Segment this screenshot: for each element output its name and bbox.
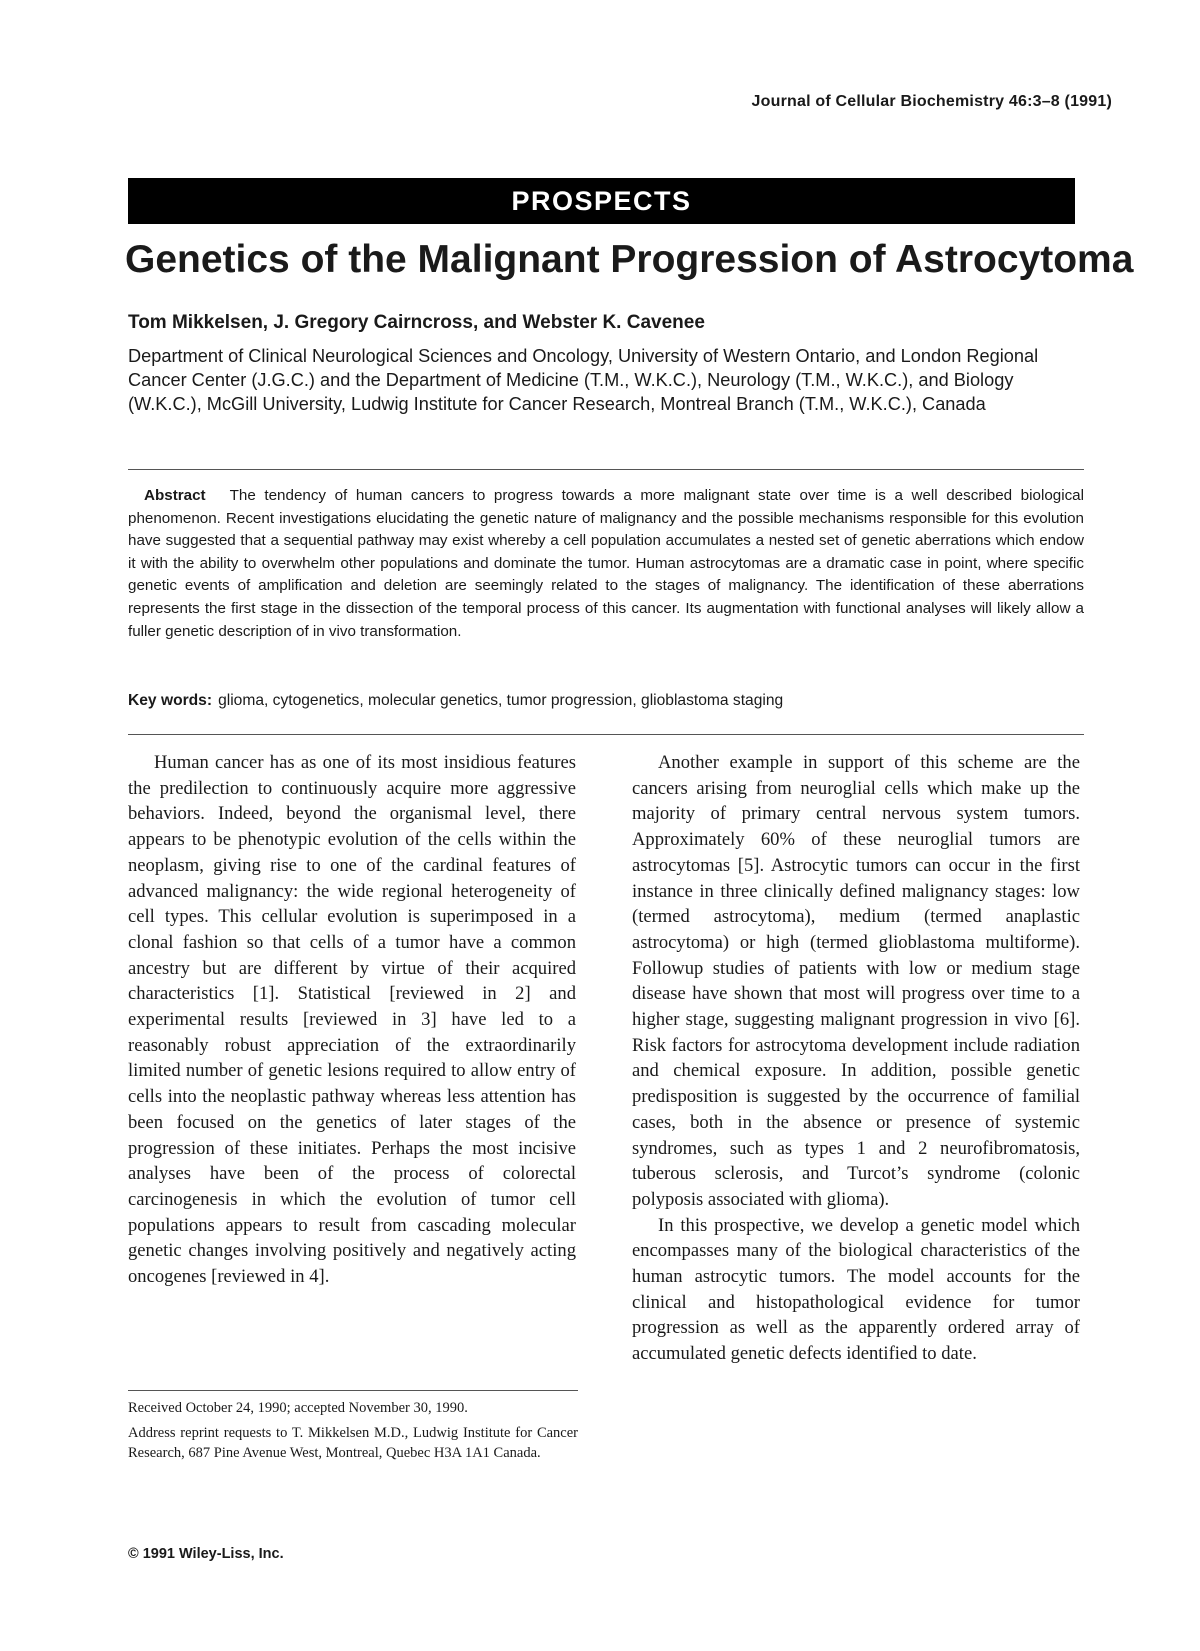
journal-citation-header: Journal of Cellular Biochemistry 46:3–8 (1991) [751,93,1112,110]
keywords-text: glioma, cytogenetics, molecular genetics, tumor progression, glioblastoma staging [218,692,784,709]
body-paragraph: In this prospective, we develop a genetic model which encompasses many of the biological characteristics of the human astrocytic tumors. The model accounts for the clinical and histopathological evidence for tumor progression as well as the apparently ordered array of accumulated genetic defects identified to date. [632,1214,1080,1365]
body-column-left [128,750,576,1290]
footnotes [128,1398,578,1468]
abstract-block [128,485,1084,643]
body-paragraph: Human cancer has as one of its most insidious features the predilection to continuously acquire more aggressive behaviors. Indeed, beyond the organismal level, there appears to be phenotypic evolution of the cells within the neoplasm, giving rise to one of the cardinal features of advanced malignancy: the wide regional heterogeneity of cell types. This cellular evolution is superimposed in a clonal fashion so that cells of a tumor have a common ancestry but are different by virtue of their acquired characteristics [1]. Statistical [reviewed in 2] and experimental results [reviewed in 3] have led to a reasonably robust appreciation of the extraordinarily limited number of genetic lesions required to allow entry of cells into the neoplastic pathway whereas less attention has been focused on the genetics of later stages of the progression of these initiates. Perhaps the most incisive analyses have been of the process of colorectal carcinogenesis in which the evolution of tumor cell populations appears to result from cascading molecular genetic changes involving positively and negatively acting oncogenes [reviewed in 4]. [128,752,576,1288]
section-divider-top [128,469,1084,470]
abstract-label: Abstract [144,487,206,504]
section-divider-bottom [128,734,1084,735]
copyright-notice: © 1991 Wiley-Liss, Inc. [128,1546,284,1562]
keywords-label: Key words: [128,692,213,709]
abstract-text: The tendency of human cancers to progress towards a more malignant state over time is a well described biological phenomenon. Recent investigations elucidating the genetic nature of malignancy and the possible mechanisms responsible for this evolution have suggested that a sequential pathway may exist whereby a cell population accumulates a nested set of genetic aberrations which endow it with the ability to overwhelm other populations and dominate the tumor. Human astrocytomas are a dramatic case in point, where specific genetic events of amplification and deletion are seemingly related to the stages of malignancy. The identification of these aberrations represents the first stage in the dissection of the temporal process of this cancer. Its augmentation with functional analyses will likely allow a fuller genetic description of in vivo transformation. [128,487,1084,640]
body-paragraph: Another example in support of this scheme are the cancers arising from neuroglial cells which make up the majority of primary central nervous system tumors. Approximately 60% of these neuroglial tumors are astrocytomas [5]. Astrocytic tumors can occur in the first instance in three clinically defined malignancy stages: low (termed astrocytoma), medium (termed anaplastic astrocytoma) or high (termed glioblastoma multiforme). Followup studies of patients with low or medium stage disease have shown that most will progress over time to a higher stage, suggesting malignant progression in vivo [6]. Risk factors for astrocytoma development include radiation and chemical exposure. In addition, possible genetic predisposition is suggested by the occurrence of familial cases, both in the absence or presence of systemic syndromes, such as types 1 and 2 neurofibromatosis, tuberous sclerosis, and Turcot’s syndrome (colonic polyposis associated with glioma). [632,752,1080,1210]
received-dates-note: Received October 24, 1990; accepted November 30, 1990. [128,1400,468,1416]
reprint-address-note: Address reprint requests to T. Mikkelsen M.D., Ludwig Institute for Cancer Research, 687 Pine Avenue West, Montreal, Quebec H3A 1A1 Canada. [128,1425,578,1461]
body-column-right [632,750,1080,1367]
section-banner: PROSPECTS [128,178,1075,224]
footnote-divider [128,1390,578,1391]
author-affiliations: Department of Clinical Neurological Sciences and Oncology, University of Western Ontario, and London Regional Cancer Center (J.G.C.) and the Department of Medicine (T.M., W.K.C.), Neurology (T.M., W.K.C.), and Biology (W.K.C.), McGill University, Ludwig Institute for Cancer Research, Montreal Branch (T.M., W.K.C.), Canada [128,346,1039,414]
author-list: Tom Mikkelsen, J. Gregory Cairncross, and Webster K. Cavenee [128,312,705,333]
article-title: Genetics of the Malignant Progression of Astrocytoma [125,238,1134,281]
keywords-block [128,692,1084,710]
